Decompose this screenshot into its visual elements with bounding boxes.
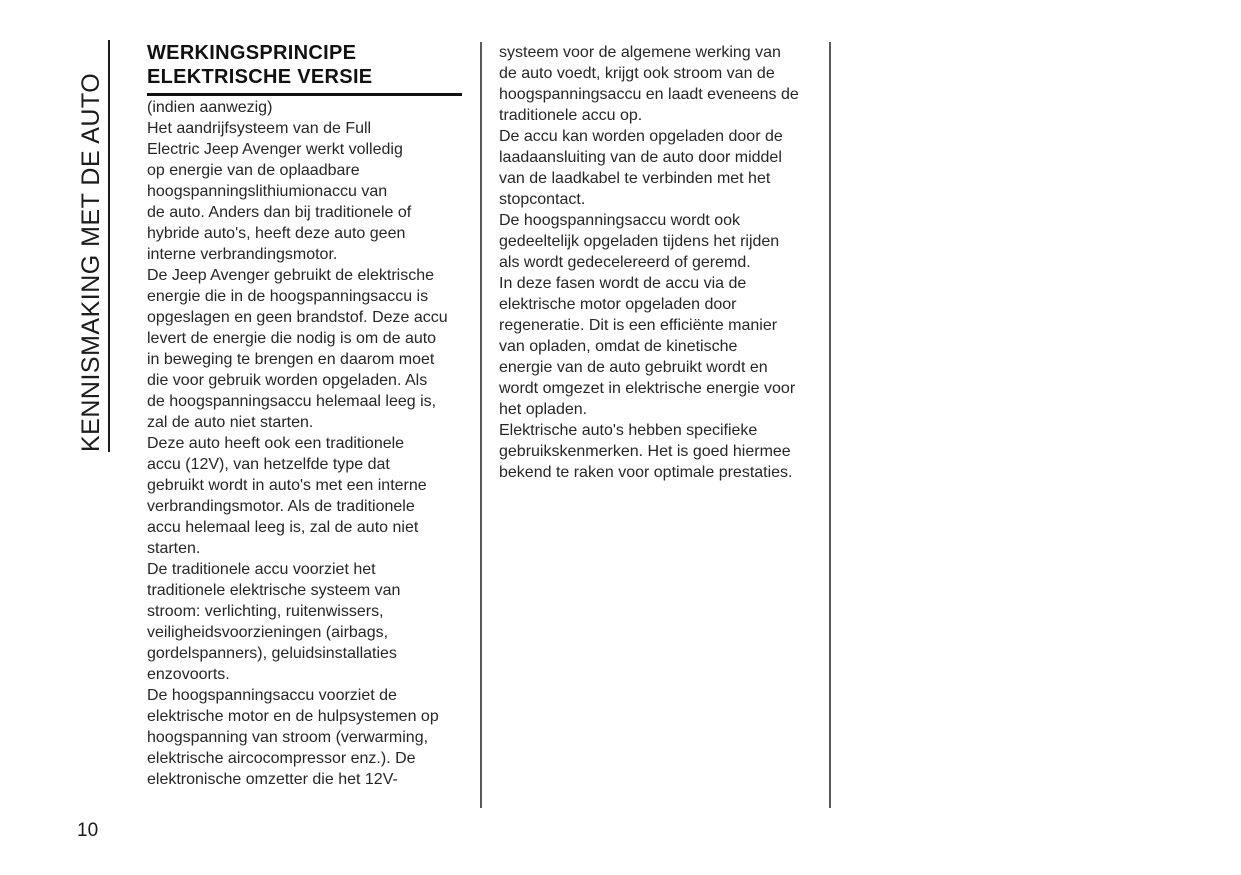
- text-line: accu (12V), van hetzelfde type dat: [147, 456, 390, 473]
- text-line: In deze fasen wordt de accu via de: [499, 275, 747, 292]
- text-line: van opladen, omdat de kinetische: [499, 338, 738, 355]
- text-line: verbrandingsmotor. Als de traditionele: [147, 498, 415, 515]
- text-line: gedeeltelijk opgeladen tijdens het rijden: [499, 233, 780, 250]
- column-divider-right: [829, 42, 831, 808]
- text-line: Het aandrijfsysteem van de Full: [147, 120, 372, 137]
- section-title-line-1: WERKINGSPRINCIPE: [147, 42, 357, 64]
- text-line: De accu kan worden opgeladen door de: [499, 128, 783, 145]
- text-line: het opladen.: [499, 401, 588, 418]
- left-text-column: [147, 97, 472, 790]
- text-line: elektrische aircocompressor enz.). De: [147, 750, 416, 767]
- text-line: in beweging te brengen en daarom moet: [147, 351, 435, 368]
- text-line: De Jeep Avenger gebruikt de elektrische: [147, 267, 434, 284]
- text-line: Electric Jeep Avenger werkt volledig: [147, 141, 403, 158]
- text-line: gebruikskenmerken. Het is goed hiermee: [499, 443, 791, 460]
- text-line: Elektrische auto's hebben specifieke: [499, 422, 758, 439]
- text-line: als wordt gedecelereerd of geremd.: [499, 254, 751, 271]
- text-line: hoogspanningslithiumionaccu van: [147, 183, 388, 200]
- text-line: De traditionele accu voorziet het: [147, 561, 376, 578]
- text-line: zal de auto niet starten.: [147, 414, 314, 431]
- text-line: systeem voor de algemene werking van: [499, 44, 781, 61]
- text-line: wordt omgezet in elektrische energie voor: [499, 380, 796, 397]
- text-line: enzovoorts.: [147, 666, 230, 683]
- text-line: (indien aanwezig): [147, 99, 273, 116]
- text-line: stroom: verlichting, ruitenwissers,: [147, 603, 384, 620]
- text-line: de auto voedt, krijgt ook stroom van de: [499, 65, 775, 82]
- text-line: starten.: [147, 540, 201, 557]
- text-line: op energie van de oplaadbare: [147, 162, 360, 179]
- text-line: gebruikt wordt in auto's met een interne: [147, 477, 427, 494]
- text-line: traditionele accu op.: [499, 107, 643, 124]
- text-line: regeneratie. Dit is een efficiënte manier: [499, 317, 778, 334]
- text-line: hoogspanning van stroom (verwarming,: [147, 729, 429, 746]
- text-line: opgeslagen en geen brandstof. Deze accu: [147, 309, 448, 326]
- text-line: energie van de auto gebruikt wordt en: [499, 359, 768, 376]
- text-line: De hoogspanningsaccu wordt ook: [499, 212, 741, 229]
- text-line: de auto. Anders dan bij traditionele of: [147, 204, 412, 221]
- text-line: laadaansluiting van de auto door middel: [499, 149, 782, 166]
- text-line: veiligheidsvoorzieningen (airbags,: [147, 624, 389, 641]
- text-line: bekend te raken voor optimale prestaties.: [499, 464, 793, 481]
- text-line: interne verbrandingsmotor.: [147, 246, 338, 263]
- right-text-column: [499, 42, 824, 483]
- text-line: elektrische motor opgeladen door: [499, 296, 737, 313]
- section-title-line-2: ELEKTRISCHE VERSIE: [147, 66, 373, 88]
- text-line: die voor gebruik worden opgeladen. Als: [147, 372, 428, 389]
- text-line: energie die in de hoogspanningsaccu is: [147, 288, 429, 305]
- text-line: stopcontact.: [499, 191, 586, 208]
- text-line: hybride auto's, heeft deze auto geen: [147, 225, 406, 242]
- text-line: traditionele elektrische systeem van: [147, 582, 401, 599]
- text-line: accu helemaal leeg is, zal de auto niet: [147, 519, 419, 536]
- text-line: van de laadkabel te verbinden met het: [499, 170, 771, 187]
- text-line: hoogspanningsaccu en laadt eveneens de: [499, 86, 799, 103]
- text-line: elektronische omzetter die het 12V-: [147, 771, 398, 788]
- text-line: elektrische motor en de hulpsystemen op: [147, 708, 439, 725]
- chapter-sidebar-label: KENNISMAKING MET DE AUTO: [76, 40, 110, 452]
- text-line: levert de energie die nodig is om de auto: [147, 330, 437, 347]
- text-line: gordelspanners), geluidsinstallaties: [147, 645, 397, 662]
- column-divider-left: [480, 42, 482, 808]
- text-line: Deze auto heeft ook een traditionele: [147, 435, 405, 452]
- text-line: de hoogspanningsaccu helemaal leeg is,: [147, 393, 437, 410]
- section-title: [147, 41, 462, 96]
- text-line: De hoogspanningsaccu voorziet de: [147, 687, 397, 704]
- page-number: 10: [77, 820, 99, 841]
